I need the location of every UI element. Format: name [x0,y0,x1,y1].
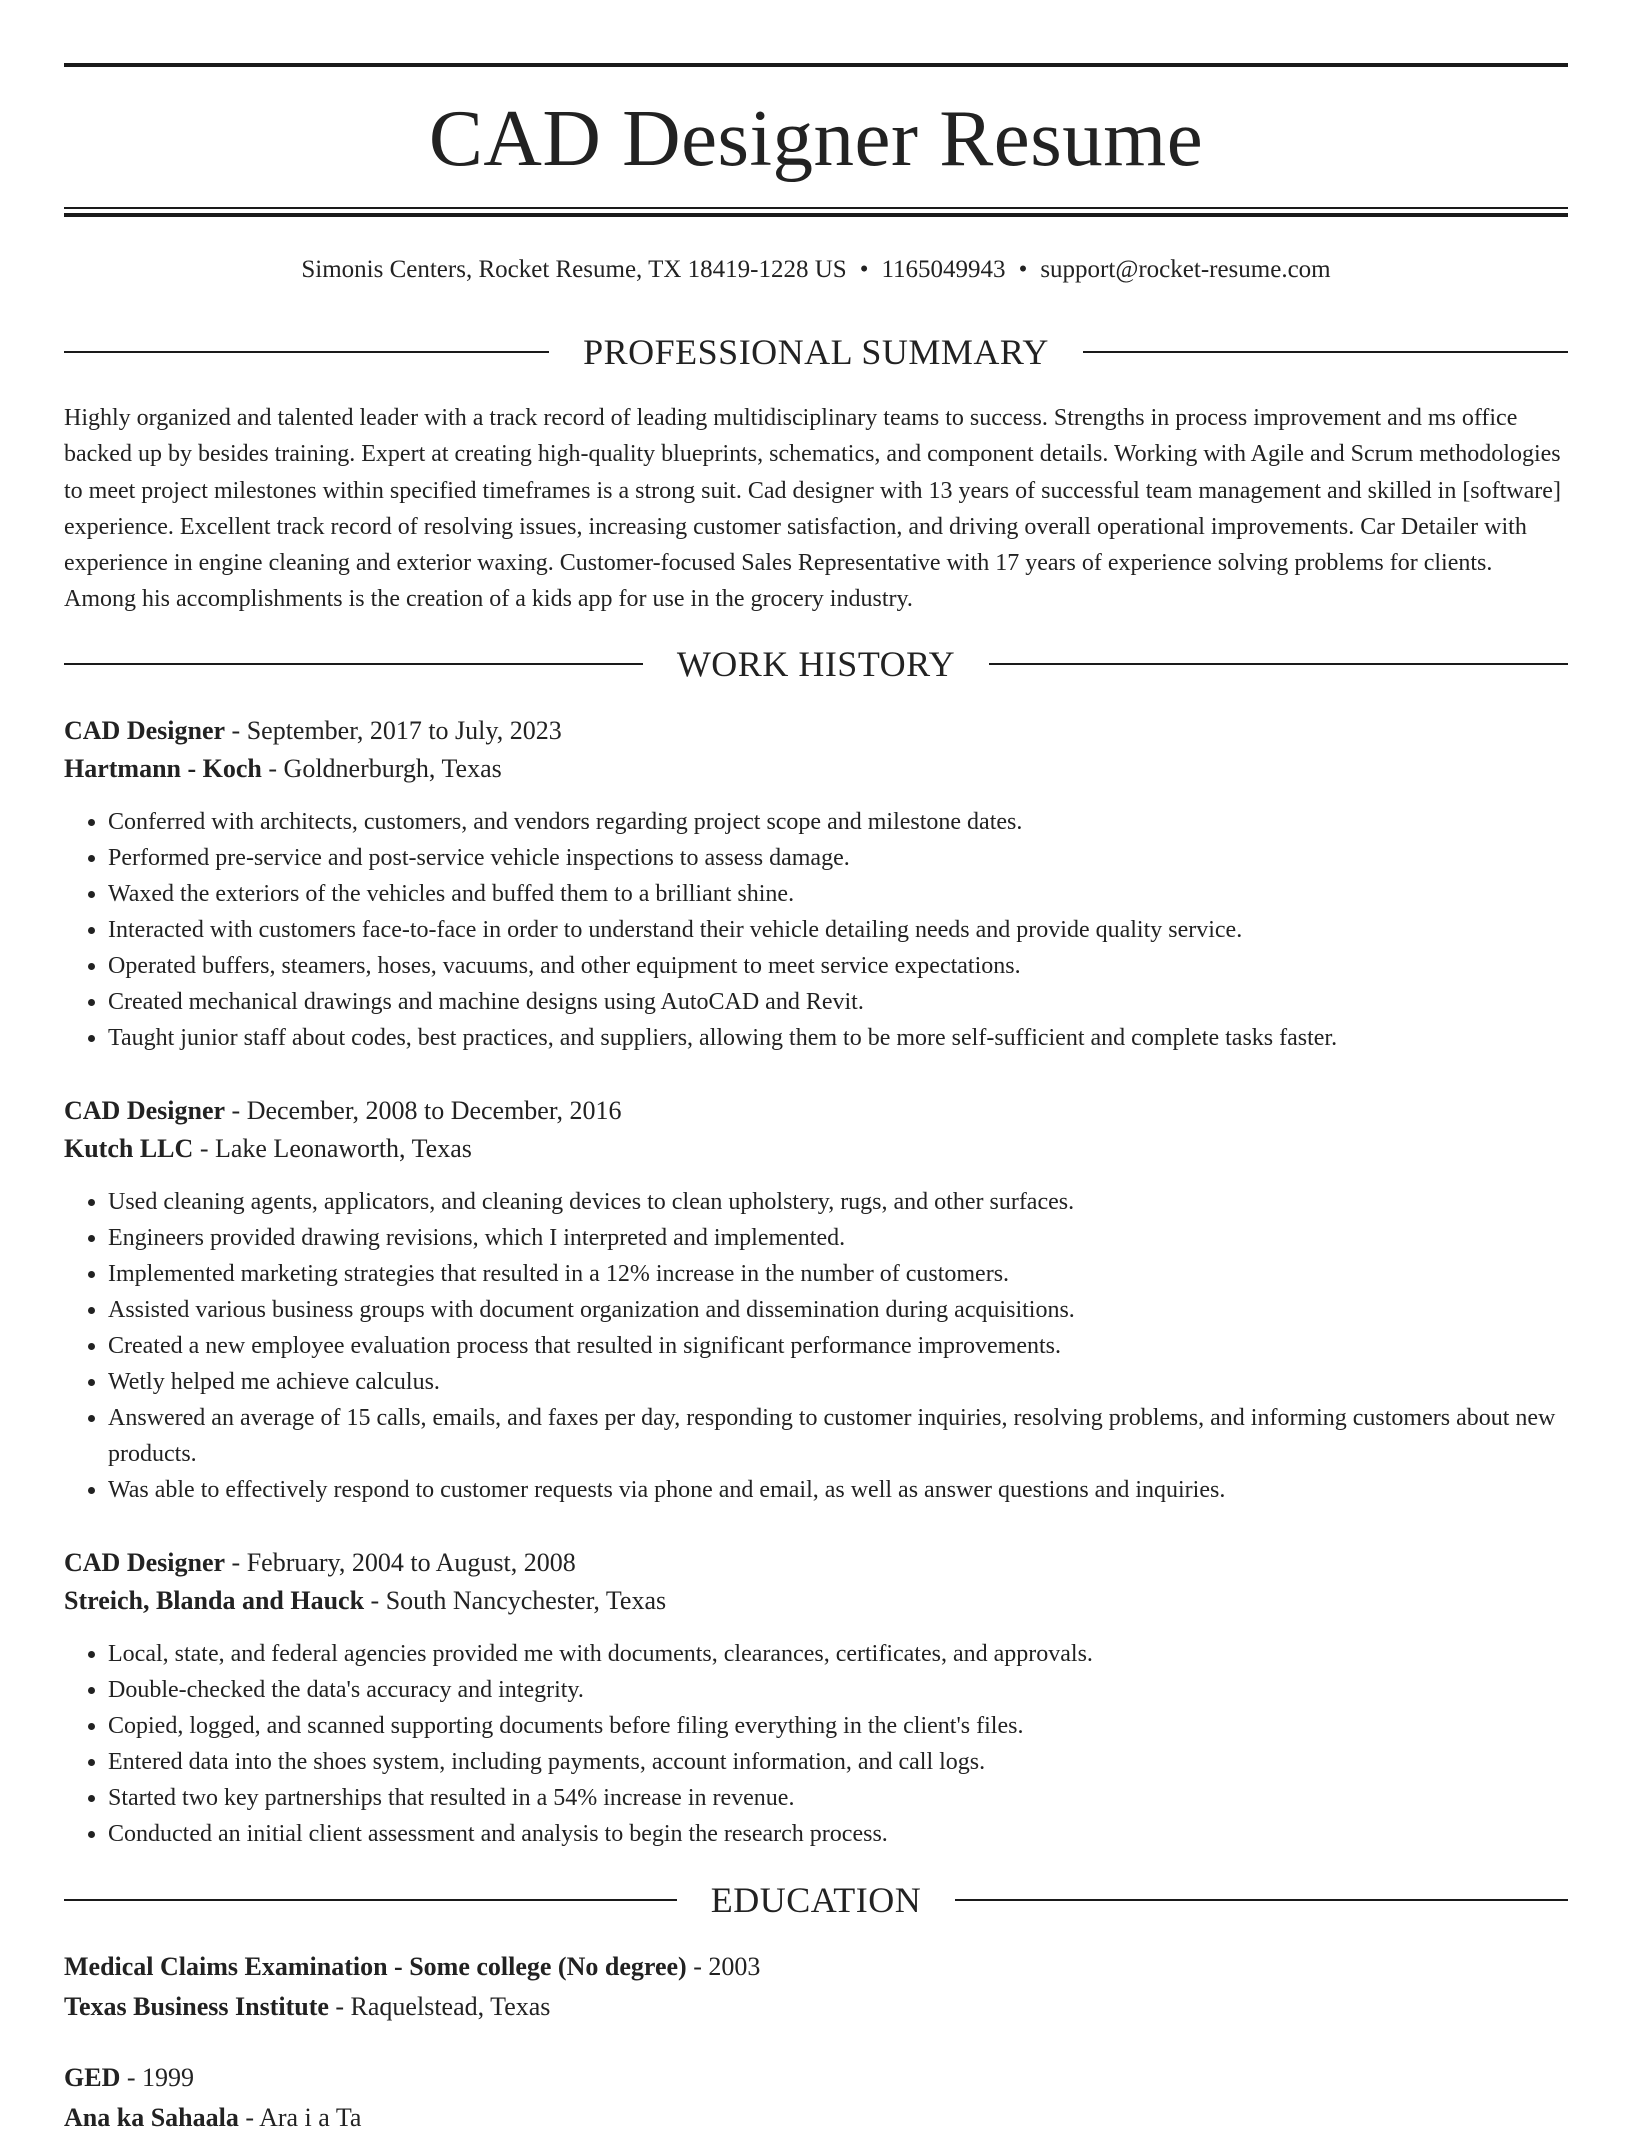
contact-separator: • [1018,256,1028,283]
section-header-summary [64,330,1568,374]
job-bullet: • Conducted an initial client assessment and analysis to begin the research process. [108,1816,1568,1852]
job-company: Streich, Blanda and Hauck [64,1586,365,1615]
job-bullet: • Operated buffers, steamers, hoses, vacuums, and other equipment to meet service expectations. [108,948,1568,984]
job-bullet: • Copied, logged, and scanned supporting documents before filing everything in the client's files. [108,1708,1568,1744]
education-degree-line [64,2058,1568,2098]
section-rule-left [64,1899,677,1901]
job-bullet: • Wetly helped me achieve calculus. [108,1364,1568,1400]
job-bullet: • Implemented marketing strategies that resulted in a 12% increase in the number of customers. [108,1256,1568,1292]
section-rule-left [64,663,643,665]
job-dates: - February, 2004 to August, 2008 [225,1548,576,1577]
job-role: CAD Designer [64,716,226,745]
job-bullets [64,1184,1568,1508]
job-bullet: • Assisted various business groups with document organization and dissemination during acquisitions. [108,1292,1568,1328]
job-title-line [64,712,1568,750]
job-location: - South Nancychester, Texas [364,1586,667,1615]
section-rule-right [1083,351,1568,353]
job-entry [64,1092,1568,1508]
job-title-line [64,1092,1568,1130]
contact-separator: • [859,256,869,283]
title-double-rule [64,207,1568,217]
contact-address: Simonis Centers, Rocket Resume, TX 18419-1228 US [301,256,847,283]
education-entry [64,1947,1568,2027]
job-title-line [64,1544,1568,1582]
education-degree: Medical Claims Examination - Some college (No degree) [64,1952,687,1981]
education-school-line [64,1987,1568,2027]
job-bullet: • Performed pre-service and post-service vehicle inspections to assess damage. [108,840,1568,876]
job-bullet: • Local, state, and federal agencies provided me with documents, clearances, certificates, and approvals. [108,1636,1568,1672]
education-location: - Ara i a Ta [238,2103,362,2132]
contact-phone: 1165049943 [881,256,1006,283]
education-degree-line [64,1947,1568,1987]
job-role: CAD Designer [64,1096,226,1125]
job-bullet: • Created a new employee evaluation process that resulted in significant performance improvements. [108,1328,1568,1364]
contact-email[interactable]: support@rocket-resume.com [1040,256,1331,283]
job-company: Hartmann - Koch [64,754,262,783]
job-bullet: • Taught junior staff about codes, best practices, and suppliers, allowing them to be more self-sufficient and complete tasks faster. [108,1020,1568,1056]
job-bullets [64,1636,1568,1852]
job-bullet: • Created mechanical drawings and machine designs using AutoCAD and Revit. [108,984,1568,1020]
section-rule-left [64,351,549,353]
section-rule-right [955,1899,1568,1901]
resume-title: CAD Designer Resume [428,93,1204,183]
section-rule-right [989,663,1568,665]
job-bullet: • Was able to effectively respond to customer requests via phone and email, as well as answer questions and inquiries. [108,1472,1568,1508]
section-title: WORK HISTORY [676,644,956,684]
job-company-line [64,750,1568,788]
section-header-education [64,1878,1568,1922]
job-bullet: • Conferred with architects, customers, and vendors regarding project scope and milestone dates. [108,804,1568,840]
education-school-line [64,2098,1568,2138]
job-dates: - December, 2008 to December, 2016 [225,1096,622,1125]
job-bullet: • Started two key partnerships that resulted in a 54% increase in revenue. [108,1780,1568,1816]
section-header-work [64,642,1568,686]
job-bullet: • Engineers provided drawing revisions, which I interpreted and implemented. [108,1220,1568,1256]
job-entry [64,1544,1568,1852]
job-company-line [64,1130,1568,1168]
section-title: PROFESSIONAL SUMMARY [583,332,1049,372]
job-bullets [64,804,1568,1056]
job-bullet: • Answered an average of 15 calls, emails, and faxes per day, responding to customer inquiries, resolving problems, and informing customers about new products. [108,1400,1568,1472]
job-bullet: • Entered data into the shoes system, including payments, account information, and call logs. [108,1744,1568,1780]
job-entry [64,712,1568,1056]
education-degree: GED [64,2063,121,2092]
professional-summary-text: Highly organized and talented leader with a track record of leading multidisciplinary teams to success. Strengths in process improvement and ms office backed up by besides training. Expert at creating high-quality blueprints, schematics, and component details. Working with Agile and Scrum methodologies to meet project milestones within specified timeframes is a strong suit. Cad designer with 13 years of successful team management and skilled in [software] experience. Excellent track record of resolving issues, increasing customer satisfaction, and driving overall operational improvements. Car Detailer with experience in engine cleaning and exterior waxing. Customer-focused Sales Representative with 17 years of experience solving problems for clients. Among his accomplishments is the creation of a kids app for use in the grocery industry. [64,405,1561,613]
contact-line [64,252,1568,288]
education-school: Texas Business Institute [64,1992,329,2021]
top-rule [64,63,1568,67]
education-entry [64,2058,1568,2138]
job-location: - Goldnerburgh, Texas [261,754,502,783]
education-year: - 1999 [120,2063,195,2092]
job-location: - Lake Leonaworth, Texas [193,1134,472,1163]
job-dates: - September, 2017 to July, 2023 [225,716,562,745]
job-bullet: • Double-checked the data's accuracy and integrity. [108,1672,1568,1708]
job-company-line [64,1582,1568,1620]
job-role: CAD Designer [64,1548,226,1577]
job-company: Kutch LLC [64,1134,194,1163]
job-bullet: • Waxed the exteriors of the vehicles and buffed them to a brilliant shine. [108,876,1568,912]
job-bullet: • Interacted with customers face-to-face in order to understand their vehicle detailing needs and provide quality service. [108,912,1568,948]
education-school: Ana ka Sahaala [64,2103,239,2132]
job-bullet: • Used cleaning agents, applicators, and cleaning devices to clean upholstery, rugs, and other surfaces. [108,1184,1568,1220]
education-location: - Raquelstead, Texas [328,1992,551,2021]
section-title: EDUCATION [710,1880,922,1920]
education-year: - 2003 [686,1952,761,1981]
